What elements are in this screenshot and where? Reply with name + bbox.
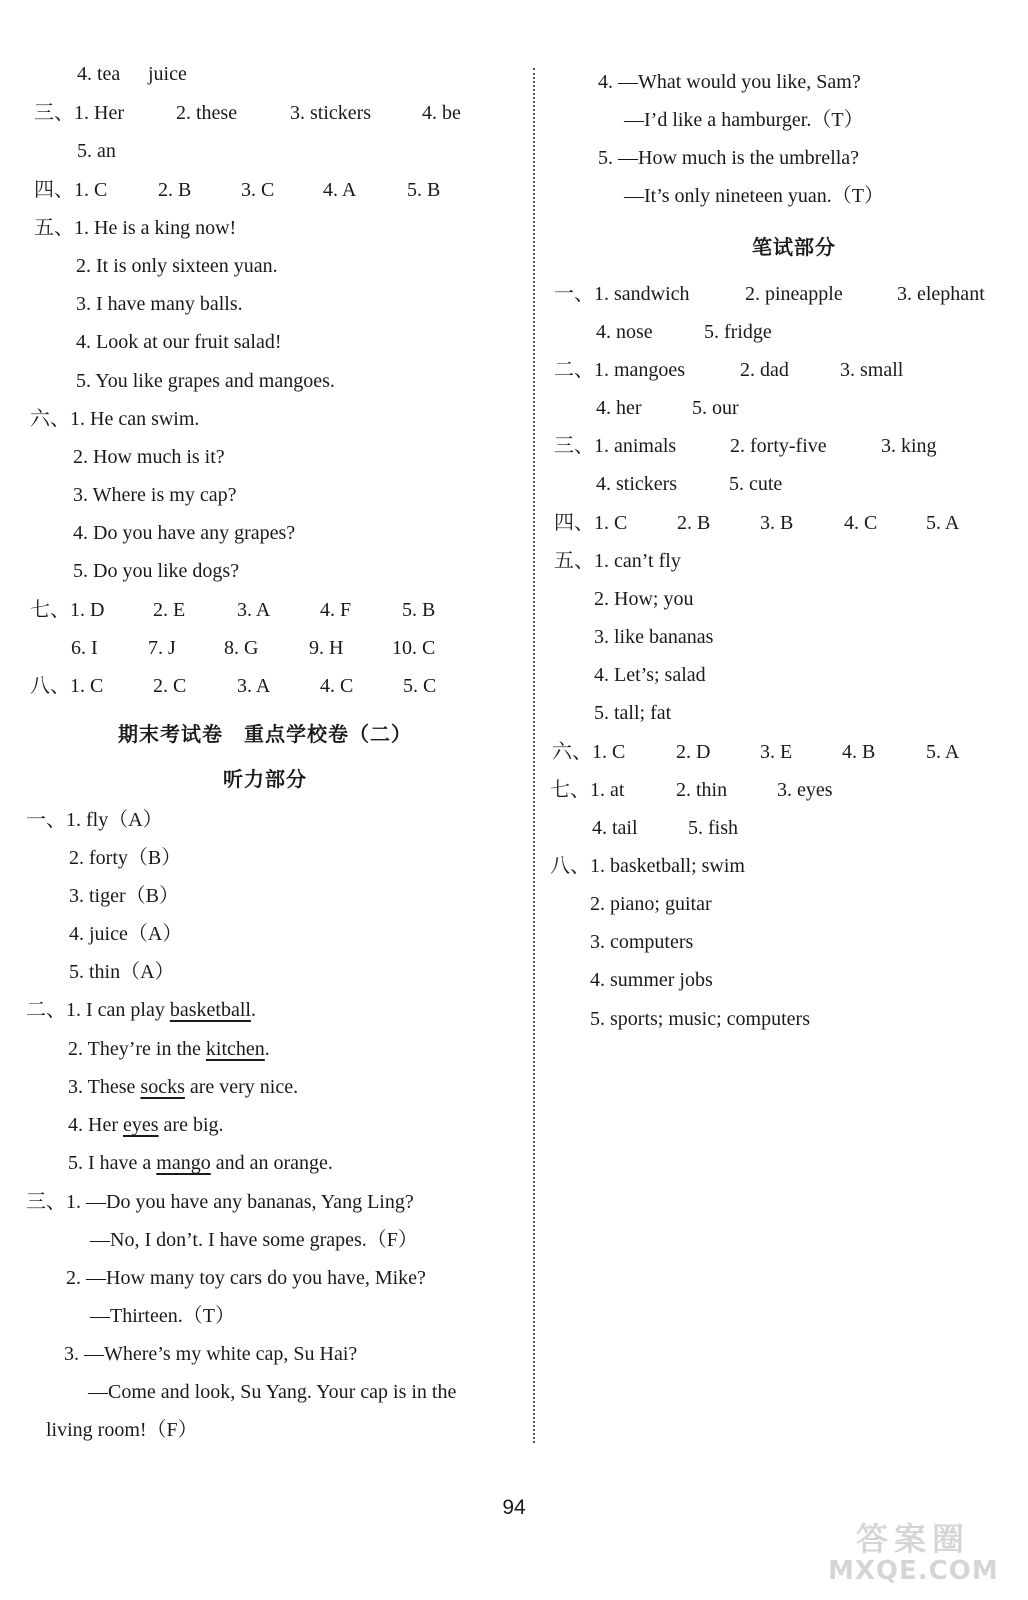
written-5-item: 2. How; you [594, 588, 694, 610]
listening-1-item: 3. tiger（B） [69, 885, 179, 907]
listening-3-item: 2. —How many toy cars do you have, Mike? [66, 1267, 426, 1289]
written-5-item: 3. like bananas [594, 626, 714, 648]
listening-1-item: 5. thin（A） [69, 961, 175, 983]
written-8-item: 4. summer jobs [590, 969, 713, 991]
listening-3-item: —It’s only nineteen yuan.（T） [624, 185, 884, 207]
listening-3-item: 三、1. —Do you have any bananas, Yang Ling? [26, 1191, 414, 1213]
listening-title: 听力部分 [223, 767, 307, 791]
written-5-item: 5. tall; fat [594, 702, 672, 724]
watermark-top-text: 答案圈 [855, 1520, 970, 1558]
section-5-item: 4. Look at our fruit salad! [76, 331, 282, 353]
section-6-item: 六、1. He can swim. [30, 408, 200, 430]
listening-3-item: 4. —What would you like, Sam? [598, 71, 861, 93]
section-5-item: 3. I have many balls. [76, 293, 243, 315]
listening-2-item: 4. Her eyes are big. [68, 1114, 224, 1136]
written-8-item: 八、1. basketball; swim [550, 855, 745, 877]
written-5-item: 4. Let’s; salad [594, 664, 706, 686]
listening-3-item: —Come and look, Su Yang. Your cap is in the [88, 1381, 457, 1403]
section-6-item: 3. Where is my cap? [73, 484, 237, 506]
listening-2-item: 3. These socks are very nice. [68, 1076, 299, 1098]
listening-1-item: 4. juice（A） [69, 923, 183, 945]
listening-3-item: —I’d like a hamburger.（T） [624, 109, 864, 131]
listening-2-item: 二、1. I can play basketball. [26, 999, 256, 1021]
section-title: 期末考试卷 重点学校卷（二） [118, 722, 412, 746]
listening-1-item: 一、1. fly（A） [26, 809, 163, 831]
listening-3-item: 5. —How much is the umbrella? [598, 147, 860, 169]
section-3-cont: 5. an [77, 140, 116, 162]
column-divider [533, 68, 535, 1443]
written-8-item: 5. sports; music; computers [590, 1008, 810, 1030]
page-number: 94 [502, 1496, 526, 1519]
listening-1-item: 2. forty（B） [69, 847, 182, 869]
written-5-item: 五、1. can’t fly [554, 550, 681, 572]
listening-2-item: 5. I have a mango and an orange. [68, 1152, 333, 1174]
listening-3-item: —Thirteen.（T） [90, 1305, 235, 1327]
listening-3-item: 3. —Where’s my white cap, Su Hai? [64, 1343, 358, 1365]
section-5-item: 2. It is only sixteen yuan. [76, 255, 278, 277]
written-title: 笔试部分 [752, 235, 836, 259]
section-6-item: 2. How much is it? [73, 446, 225, 468]
watermark-bottom-text: MXQE.COM [828, 1556, 999, 1586]
section-5-item: 5. You like grapes and mangoes. [76, 370, 335, 392]
listening-3-item: living room!（F） [46, 1419, 198, 1441]
listening-2-item: 2. They’re in the kitchen. [68, 1038, 270, 1060]
written-8-item: 2. piano; guitar [590, 893, 712, 915]
section-6-item: 5. Do you like dogs? [73, 560, 240, 582]
section-6-item: 4. Do you have any grapes? [73, 522, 296, 544]
watermark-logo [828, 1514, 998, 1586]
listening-3-item: —No, I don’t. I have some grapes.（F） [90, 1229, 418, 1251]
written-8-item: 3. computers [590, 931, 694, 953]
section-5-item: 五、1. He is a king now! [34, 217, 237, 239]
